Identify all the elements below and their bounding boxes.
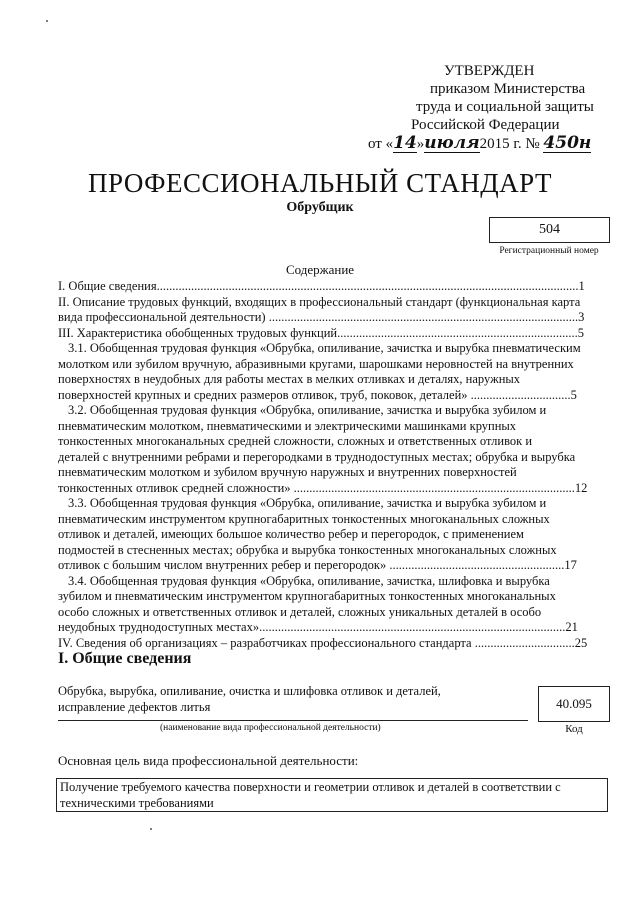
toc-entry: II. Описание трудовых функций, входящих в профессиональный стандарт (функциональная карта bbox=[58, 294, 581, 309]
activity-kind-underline bbox=[58, 720, 528, 721]
scan-speck bbox=[46, 20, 48, 22]
toc-entry: 3.1. Обобщенная трудовая функция «Обрубка, опиливание, зачистка и вырубка пневматическим bbox=[68, 341, 581, 355]
goal-box bbox=[56, 778, 608, 812]
page-title: ПРОФЕССИОНАЛЬНЫЙ СТАНДАРТ bbox=[87, 168, 553, 198]
toc-entry: зубилом и пневматическим инструментом крупногабаритных тонкостенных многоканальных bbox=[58, 589, 556, 603]
table-of-contents bbox=[58, 279, 608, 651]
activity-kind-line: исправление дефектов литья bbox=[58, 700, 211, 714]
toc-entry: III. Характеристика обобщенных трудовых функций.............................................................................5 bbox=[58, 325, 584, 340]
activity-kind-line: Обрубка, вырубка, опиливание, очистка и шлифовка отливок и деталей, bbox=[58, 684, 441, 698]
goal-label: Основная цель вида профессиональной деятельности: bbox=[58, 753, 359, 768]
toc-entry: поверхностей крупных и средних размеров отливок, труб, поковок, деталей» ................................5 bbox=[58, 387, 577, 402]
handwritten-day: 14 bbox=[393, 133, 417, 153]
section-title: I. Общие сведения bbox=[58, 650, 192, 667]
toc-entry: подмостей в стесненных местах; обрубка и вырубка тонкостенных многоканальных сложных bbox=[58, 542, 557, 557]
toc-entry: 3.2. Обобщенная трудовая функция «Обрубка, опиливание, зачистка и вырубка зубилом и bbox=[68, 403, 547, 417]
approval-line: труда и социальной защиты bbox=[416, 99, 594, 115]
goal-line: техническими требованиями bbox=[60, 796, 214, 810]
registration-number-box: 504 bbox=[489, 217, 610, 243]
toc-entry: отливок и деталей, имеющих большое количество ребер и перегородок, с применением bbox=[58, 527, 524, 541]
registration-number-caption: Регистрационный номер bbox=[499, 246, 599, 256]
toc-entry: поверхностях в неудобных для работы местах в мелких отливках и деталях, наружных bbox=[58, 372, 521, 386]
toc-entry: особо сложных и ответственных отливок и деталей, сложных уникальных деталей в особо bbox=[58, 604, 542, 619]
approval-line: УТВЕРЖДЕН bbox=[444, 63, 535, 79]
toc-entry: пневматическим инструментом крупногабаритных тонкостенных многоканальных сложных bbox=[58, 511, 550, 526]
toc-entry: молотком или зубилом вручную, абразивными кругами, шарошками неровностей на внутренних bbox=[58, 356, 574, 371]
toc-entry: отливок с большим числом внутренних ребер и перегородок» ........................................................17 bbox=[58, 558, 577, 572]
page-subtitle: Обрубщик bbox=[286, 200, 354, 215]
activity-code-caption: Код bbox=[565, 723, 583, 735]
toc-entry: вида профессиональной деятельности) ...................................................................................................3 bbox=[58, 310, 585, 324]
toc-entry: тонкостенных многоканальных средней сложности, сложных и ответственных отливок и bbox=[58, 434, 533, 448]
approval-line: приказом Министерства bbox=[430, 81, 586, 97]
approval-date-line: от «14»июля2015 г. № 450н bbox=[368, 133, 592, 153]
activity-kind-caption: (наименование вида профессиональной деятельности) bbox=[160, 723, 381, 733]
toc-entry: неудобных труднодоступных местах»..................................................................................................21 bbox=[58, 620, 578, 634]
toc-entry: IV. Сведения об организациях – разработчиках профессионального стандарта ................................25 bbox=[58, 635, 588, 650]
toc-entry: тонкостенных отливок средней сложности» ..........................................................................................12 bbox=[58, 480, 588, 495]
toc-entry: 3.4. Обобщенная трудовая функция «Обрубка, опиливание, зачистка, шлифовка и вырубка bbox=[68, 573, 550, 588]
approval-line: Российской Федерации bbox=[411, 117, 560, 133]
scan-speck bbox=[150, 828, 152, 830]
toc-entry: пневматическим молотком и зубилом вручную наружных и внутренних поверхностей bbox=[58, 465, 517, 479]
toc-entry: 3.3. Обобщенная трудовая функция «Обрубка, опиливание, зачистка и вырубка зубилом и bbox=[68, 496, 547, 510]
goal-line: Получение требуемого качества поверхности и геометрии отливок и деталей в соответствии с bbox=[60, 780, 561, 794]
toc-entry: I. Общие сведения.......................................................................................................................................1 bbox=[58, 279, 585, 293]
handwritten-order-number: 450н bbox=[543, 133, 592, 153]
activity-code-box: 40.095 bbox=[538, 686, 610, 722]
toc-entry: деталей с внутренними ребрами и перегородками в труднодоступных местах; обрубка и вырубка bbox=[58, 449, 576, 464]
contents-heading: Содержание bbox=[285, 262, 355, 277]
toc-entry: пневматическим молотком, пневматическими и электрическими машинками крупных bbox=[58, 418, 517, 433]
approval-year: 2015 г. № bbox=[479, 136, 540, 152]
approval-ot: от « bbox=[368, 136, 394, 152]
handwritten-month: июля bbox=[424, 133, 480, 153]
activity-kind-name bbox=[58, 683, 518, 715]
